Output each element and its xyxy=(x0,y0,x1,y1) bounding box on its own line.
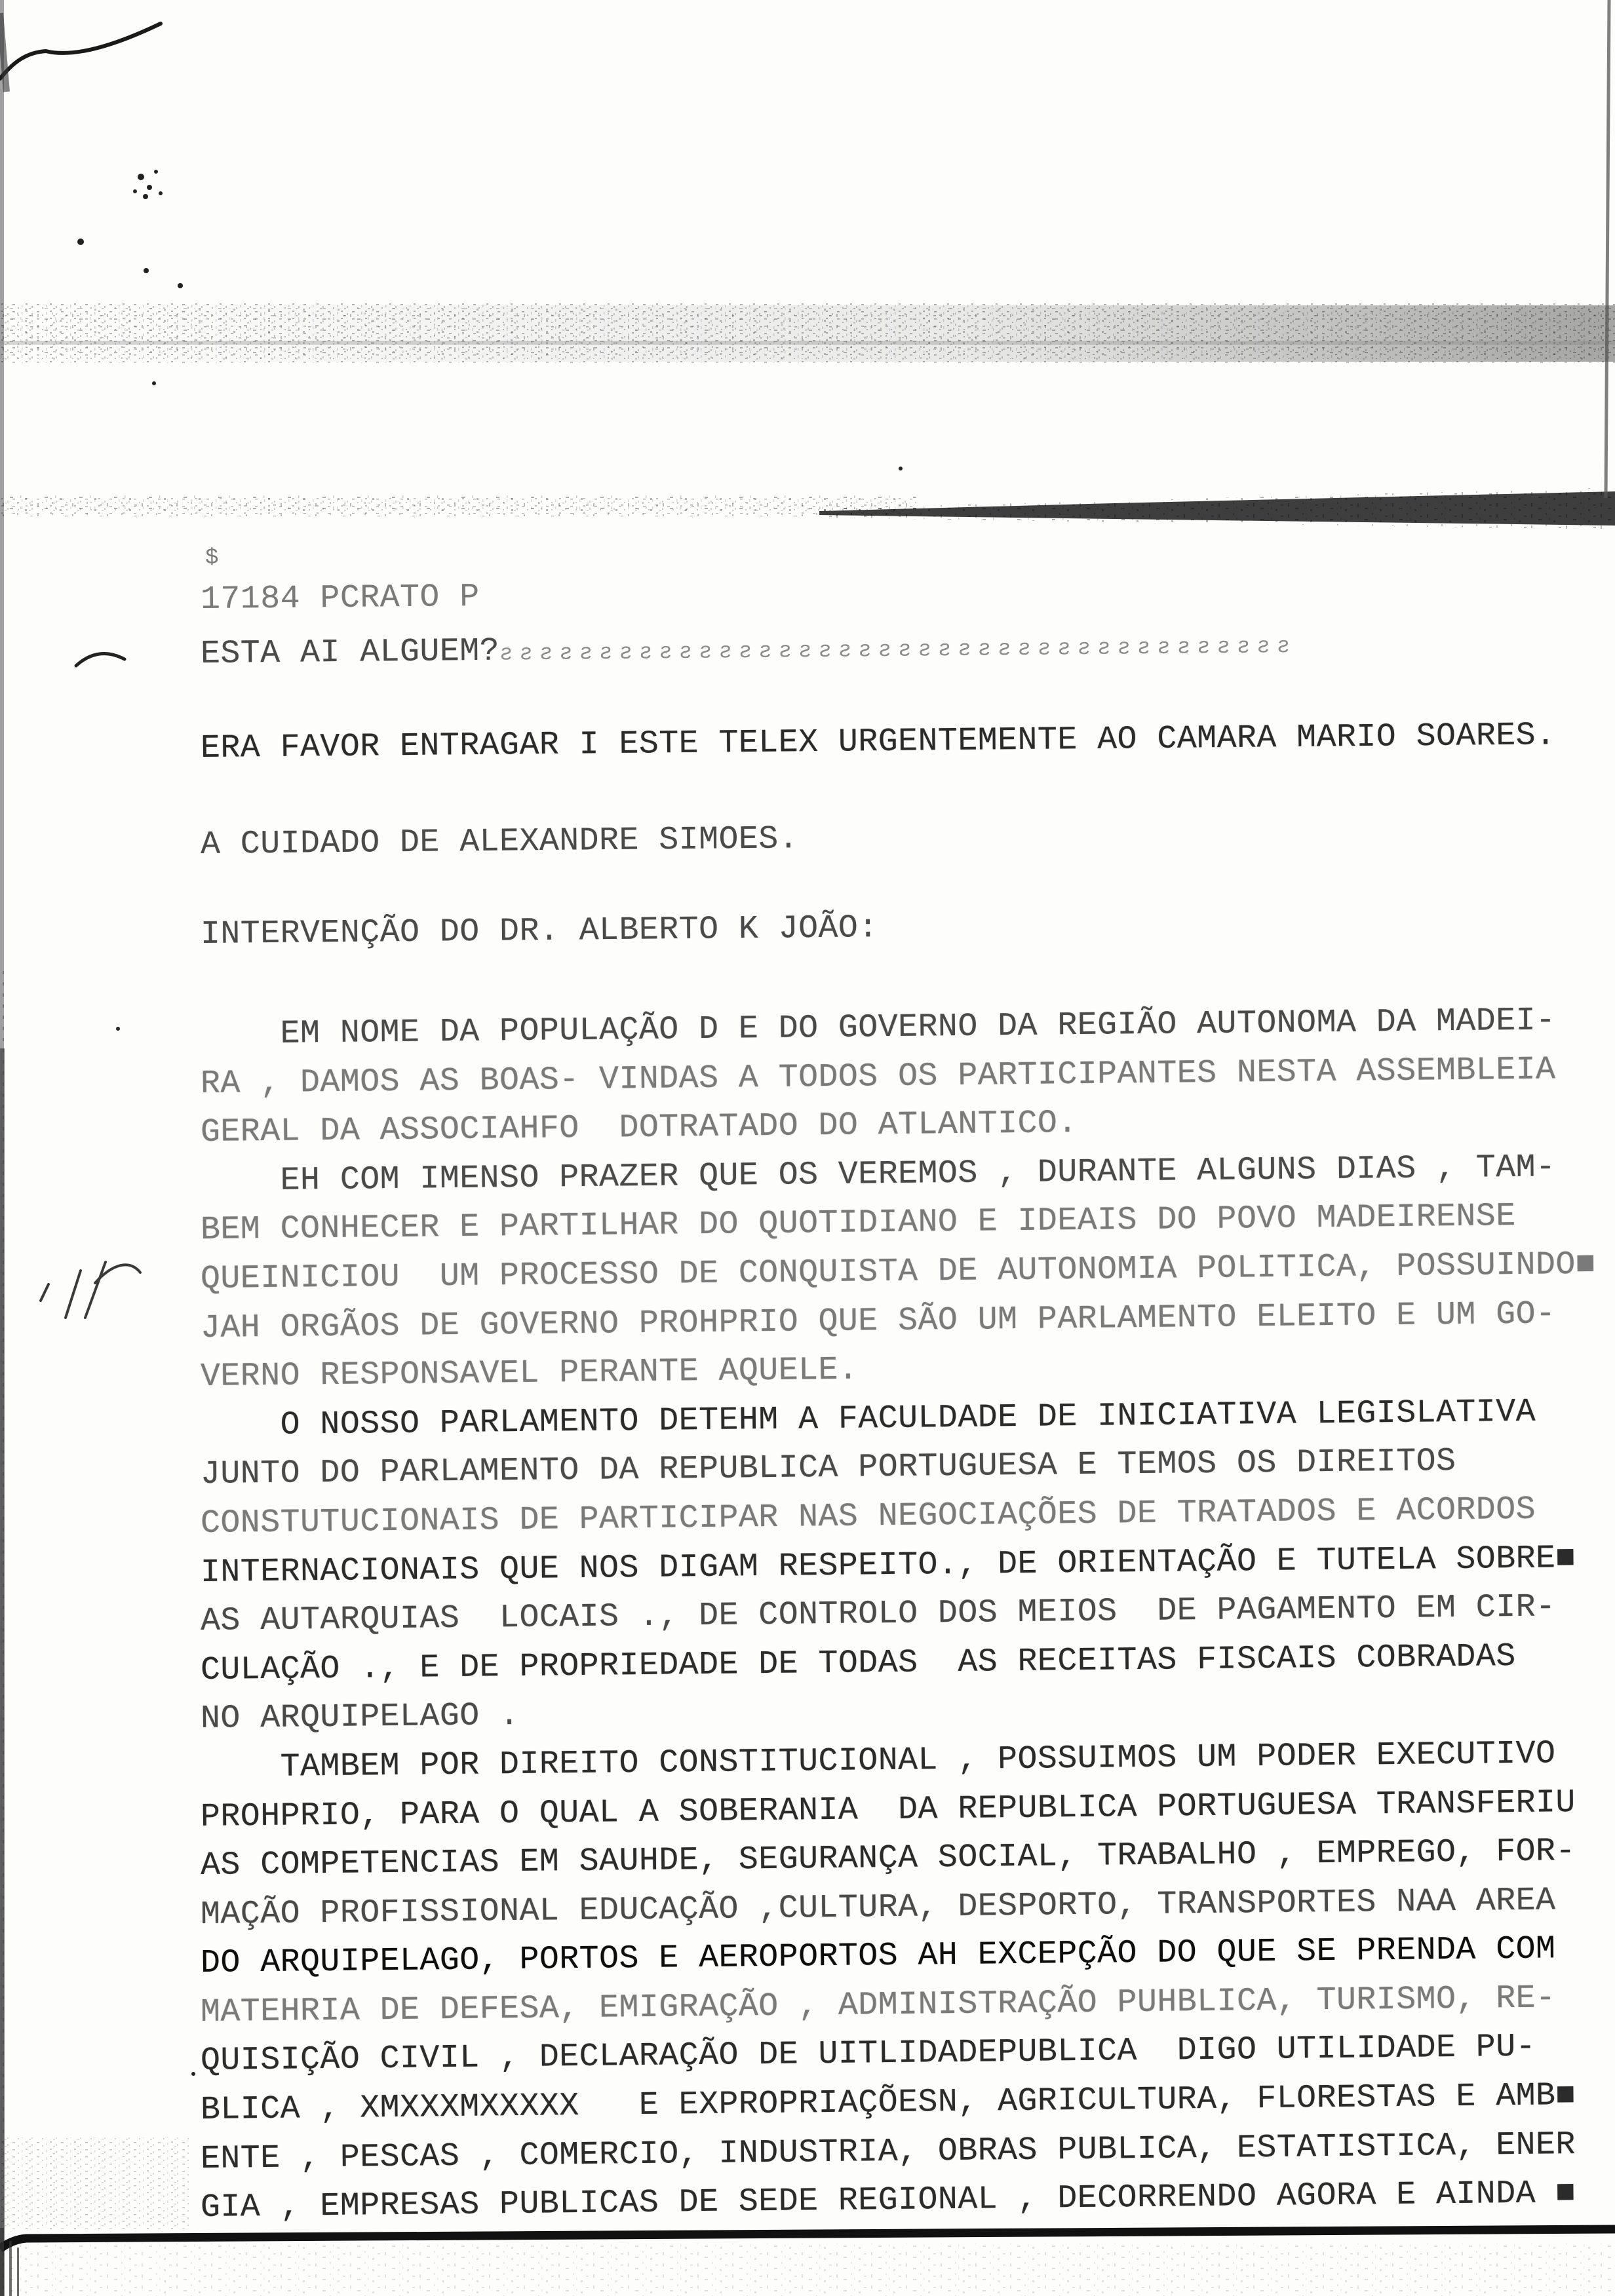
body-line: AS AUTARQUIAS LOCAIS ., DE CONTROLO DOS MEIOS DE PAGAMENTO EM CIR- xyxy=(200,1588,1556,1641)
body-line: EM NOME DA POPULAÇÃO D E DO GOVERNO DA REGIÃO AUTONOMA DA MADEI- xyxy=(200,1002,1556,1054)
body-line: DO ARQUIPELAGO, PORTOS E AEROPORTOS AH EXCEPÇÃO DO QUE SE PRENDA COM xyxy=(200,1930,1556,1983)
header-mark: $ xyxy=(204,545,219,571)
left-edge-dark xyxy=(0,1048,5,2296)
body-line: CULAÇÃO ., E DE PROPRIEDADE DE TODAS AS RECEITAS FISCAIS COBRADAS xyxy=(200,1637,1516,1689)
dark-fold-band-grain xyxy=(819,488,1615,529)
body-line: EH COM IMENSO PRAZER QUE OS VEREMOS , DURANTE ALGUNS DIAS , TAM- xyxy=(200,1149,1556,1200)
page-edge-curl xyxy=(0,24,161,79)
margin-arc-mark xyxy=(76,654,125,666)
scan-noise-band-upper-shade xyxy=(0,305,1615,362)
body-line: GERAL DA ASSOCIAHFO DOTRATADO DO ATLANTICO. xyxy=(200,1105,1078,1152)
body-line: QUEINICIOU UM PROCESSO DE CONQUISTA DE AUTONOMIA POLITICA, POSSUINDO■ xyxy=(200,1246,1596,1298)
delivery-instruction: ERA FAVOR ENTRAGAR I ESTE TELEX URGENTEMENTE AO CAMARA MARIO SOARES. xyxy=(200,717,1556,767)
scan-noise-band-lower-2 xyxy=(0,498,918,514)
body-line: JAH ORGÃOS DE GOVERNO PROHPRIO QUE SÃO UM PARLAMENTO ELEITO E UM GO- xyxy=(200,1295,1556,1347)
right-edge-line xyxy=(1606,0,1609,498)
body-line: MAÇÃO PROFISSIONAL EDUCAÇÃO ,CULTURA, DESPORTO, TRANSPORTES NAA AREA xyxy=(200,1882,1556,1934)
body-line: RA , DAMOS AS BOAS- VINDAS A TODOS OS PARTICIPANTES NESTA ASSEMBLEIA xyxy=(200,1050,1556,1103)
body-line: PROHPRIO, PARA O QUAL A SOBERANIA DA REPUBLICA PORTUGUESA TRANSFERIU xyxy=(200,1784,1576,1836)
body-line: GIA , EMPRESAS PUBLICAS DE SEDE REGIONAL , DECORRENDO AGORA E AINDA ■ xyxy=(200,2175,1576,2227)
care-of-line: A CUIDADO DE ALEXANDRE SIMOES. xyxy=(200,820,799,864)
bottom-left-shadow xyxy=(0,2137,190,2229)
body-line: O NOSSO PARLAMENTO DETEHM A FACULDADE DE INICIATIVA LEGISLATIVA xyxy=(200,1393,1536,1445)
body-line: VERNO RESPONSAVEL PERANTE AQUELE. xyxy=(200,1351,859,1396)
speech-body xyxy=(200,1002,1603,2233)
body-line: MATEHRIA DE DEFESA, EMIGRAÇÃO , ADMINISTRAÇÃO PUHBLICA, TURISMO, RE- xyxy=(200,1980,1556,2031)
query-text: ESTA AI ALGUEM? xyxy=(200,632,500,673)
answerback-code: 17184 PCRATO P xyxy=(200,578,480,619)
bell-signals: ƨƨƨƨƨƨƨƨƨƨƨƨƨƨƨƨƨƨƨƨƨƨƨƨƨƨƨƨƨƨƨƨƨƨƨƨƨƨƨƨ xyxy=(499,634,1297,667)
speech-title: INTERVENÇÃO DO DR. ALBERTO K JOÃO: xyxy=(200,909,879,953)
handwritten-mark xyxy=(41,1262,140,1318)
body-line: CONSTUTUCIONAIS DE PARTICIPAR NAS NEGOCIAÇÕES DE TRATADOS E ACORDOS xyxy=(200,1491,1536,1542)
bottom-scan-strip xyxy=(0,2244,1615,2296)
scan-noise-streak xyxy=(0,341,1615,345)
body-line: BEM CONHECER E PARTILHAR DO QUOTIDIANO E IDEAIS DO POVO MADEIRENSE xyxy=(200,1198,1516,1250)
body-line: QUISIÇÃO CIVIL , DECLARAÇÃO DE UITLIDADEPUBLICA DIGO UTILIDADE PU- xyxy=(200,2029,1536,2080)
body-line: INTERNACIONAIS QUE NOS DIGAM RESPEITO., DE ORIENTAÇÃO E TUTELA SOBRE■ xyxy=(200,1539,1576,1592)
body-line: BLICA , XMXXXMXXXXX E EXPROPRIAÇÕESN, AGRICULTURA, FLORESTAS E AMB■ xyxy=(200,2077,1576,2130)
body-line: AS COMPETENCIAS EM SAUHDE, SEGURANÇA SOCIAL, TRABALHO , EMPREGO, FOR- xyxy=(200,1833,1576,1885)
body-line: JUNTO DO PARLAMENTO DA REPUBLICA PORTUGUESA E TEMOS OS DIREITOS xyxy=(200,1443,1456,1494)
body-line: NO ARQUIPELAGO . xyxy=(200,1697,520,1738)
body-line: TAMBEM POR DIREITO CONSTITUCIONAL , POSSUIMOS UM PODER EXECUTIVO xyxy=(200,1735,1556,1787)
body-line: ENTE , PESCAS , COMERCIO, INDUSTRIA, OBRAS PUBLICA, ESTATISTICA, ENER xyxy=(200,2126,1576,2178)
